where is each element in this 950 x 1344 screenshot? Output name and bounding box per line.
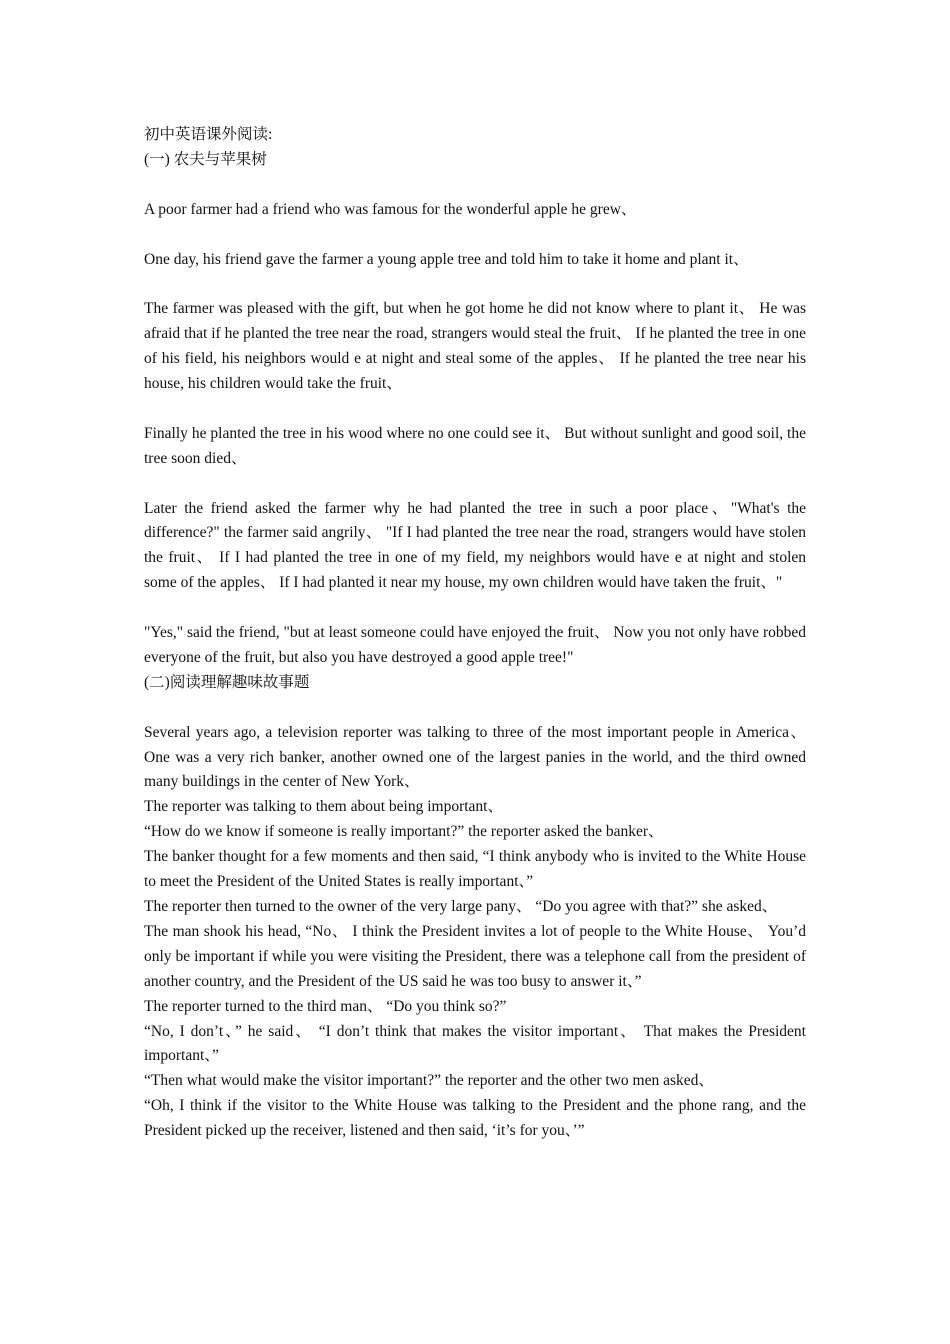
section1-paragraph: A poor farmer had a friend who was famous for the wonderful apple he grew、 (144, 200, 637, 218)
section1-heading: (一) 农夫与苹果树 (144, 150, 267, 168)
section1-paragraph: One day, his friend gave the farmer a young apple tree and told him to take it home and plant it、 (144, 250, 749, 268)
document-page (144, 123, 806, 1144)
section2-line: “Oh, I think if the visitor to the White House was talking to the President and the phone rang, and the President picked up the receiver, listened and then said, ‘it’s for you、’” (144, 1097, 806, 1140)
document-title: 初中英语课外阅读: (144, 126, 273, 143)
section2-heading: (二)阅读理解趣味故事题 (144, 673, 310, 691)
section2-intro: Several years ago, a television reporter was talking to three of the most important people in America、 One was a very rich banker, another owned one of the largest panies in the world, and the third owned many buildings in the center of New York、 (144, 723, 806, 791)
section1-paragraph: "Yes," said the friend, "but at least someone could have enjoyed the fruit、 Now you not only have robbed everyone of the fruit, but also you have destroyed a good apple tree!" (144, 624, 806, 666)
spacer (144, 173, 806, 198)
section2-line: The reporter turned to the third man、 “Do you think so?” (144, 997, 507, 1015)
section2-line: The reporter was talking to them about being important、 (144, 798, 503, 816)
section1-paragraph: The farmer was pleased with the gift, but when he got home he did not know where to plant it、 He was afraid that if he planted the tree near the road, strangers would steal the fruit、 If he planted the tree in one of his field, his neighbors would e at night and steal some of the apples、 If he planted the tree near his house, his children would take the fruit、 (144, 300, 806, 393)
spacer (144, 223, 806, 248)
section2-line: “Then what would make the visitor important?” the reporter and the other two men asked、 (144, 1072, 714, 1090)
section2-line: The man shook his head, “No、 I think the President invites a lot of people to the White House、 You’d only be important if while you were visiting the President, there was a telephone call from the president of another country, and the President of the US said he was too busy to answer it、” (144, 922, 806, 990)
section2-line: The banker thought for a few moments and then said, “I think anybody who is invited to the White House to meet the President of the United States is really important、” (144, 848, 806, 891)
section2-line: The reporter then turned to the owner of the very large pany、 “Do you agree with that?” she asked、 (144, 897, 778, 915)
section1-paragraph: Finally he planted the tree in his wood where no one could see it、 But without sunlight and good soil, the tree soon died、 (144, 424, 806, 467)
spacer (144, 596, 806, 621)
section2-line: “How do we know if someone is really important?” the reporter asked the banker、 (144, 823, 664, 841)
section2-line: “No, I don’t、” he said、 “I don’t think that makes the visitor important、 That makes the President important、” (144, 1022, 806, 1065)
spacer (144, 696, 806, 721)
spacer (144, 272, 806, 297)
spacer (144, 472, 806, 497)
spacer (144, 397, 806, 422)
section1-paragraph: Later the friend asked the farmer why he had planted the tree in such a poor place、"What's the difference?" the farmer said angrily、 "If I had planted the tree near the road, strangers would have stolen the fruit、 If I had planted the tree in one of my field, my neighbors would have e at night and stolen some of the apples、 If I had planted it near my house, my own children would have taken the fruit、" (144, 499, 806, 592)
